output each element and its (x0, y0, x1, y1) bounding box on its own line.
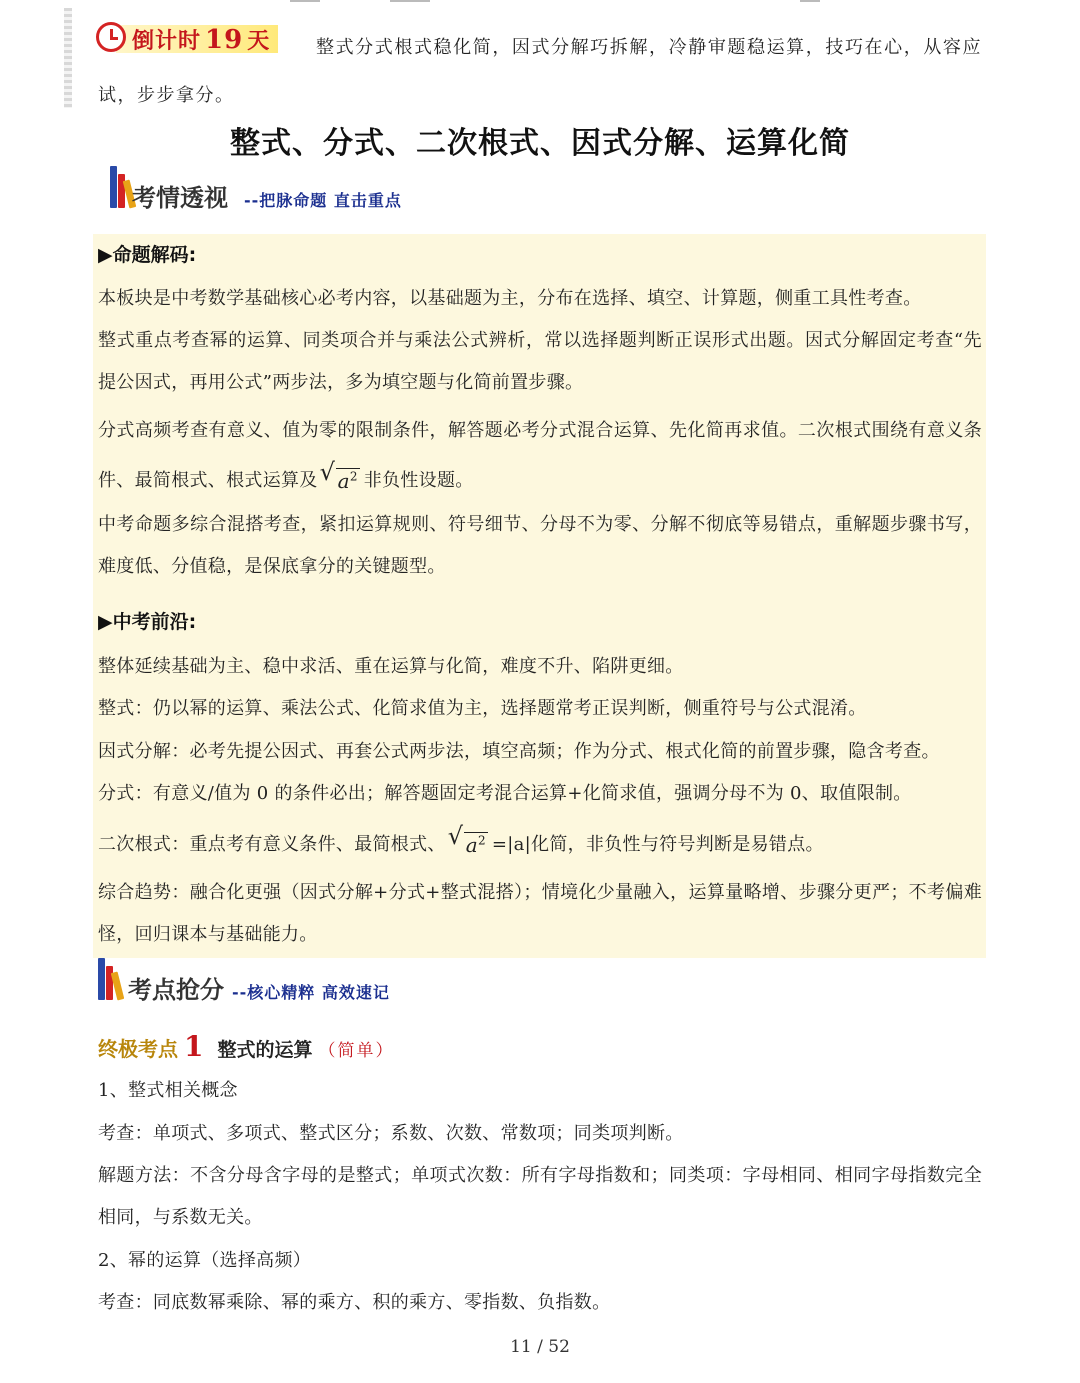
section-title: 考点抢分 (128, 976, 224, 1004)
key-point-prefix: 终极考点 (98, 1037, 178, 1061)
item-1-exam: 考查：单项式、多项式、整式区分；系数、次数、常数项；同类项判断。 (98, 1123, 684, 1144)
decode-paragraph-3 (98, 406, 982, 506)
item-1-method: 解题方法：不含分母含字母的是整式；单项式次数：所有字母指数和；同类项：字母相同、相同字母指数完全相同，与系数无关。 (98, 1165, 982, 1228)
item-2-exam: 考查：同底数幂乘除、幂的乘方、积的乘方、零指数、负指数。 (98, 1292, 611, 1313)
section-header-exam-insight (98, 166, 698, 214)
sqrt-radicand-2: a (465, 833, 478, 857)
frontier-heading: ▶中考前沿: (98, 611, 197, 633)
decode-paragraph-3-tail: 非负性设题。 (363, 470, 474, 491)
frontier-line-5 (98, 824, 982, 866)
frontier-line-6: 综合趋势：融合化更强（因式分解+分式+整式混搭）；情境化少量融入，运算量略增、步骤分更严；不考偏难怪，回归课本与基础能力。 (98, 882, 982, 945)
sqrt-exponent-2: 2 (477, 833, 486, 848)
decode-paragraph-1: 本板块是中考数学基础核心必考内容，以基础题为主，分布在选择、填空、计算题，侧重工具性考查。 (98, 288, 922, 309)
key-point-level: （简单） (318, 1041, 395, 1061)
top-edge-lines (0, 0, 1080, 4)
frontier-line-5-tail: =|a|化简，非负性与符号判断是易错点。 (491, 834, 824, 855)
page-title: 整式、分式、二次根式、因式分解、运算化简 (230, 126, 850, 161)
books-icon (98, 166, 134, 208)
sqrt-radicand: a (337, 469, 350, 493)
frontier-line-1: 整体延续基础为主、稳中求活、重在运算与化简，难度不升、陷阱更细。 (98, 656, 684, 677)
frontier-line-2: 整式：仍以幂的运算、乘法公式、化简求值为主，选择题常考正误判断，侧重符号与公式混淆。 (98, 698, 867, 719)
frontier-line-5-text: 二次根式：重点考有意义条件、最简根式、 (98, 834, 446, 855)
decode-paragraph-3-text: 分式高频考查有意义、值为零的限制条件，解答题必考分式混合运算、先化简再求值。二次根式围绕有意义条件、最简根式、根式运算及 (98, 420, 982, 491)
section-subtitle: --核心精粹 高效速记 (232, 983, 390, 1002)
frontier-line-3: 因式分解：必考先提公因式、再套公式两步法，填空高频；作为分式、根式化简的前置步骤，隐含考查。 (98, 741, 940, 762)
key-point-name: 整式的运算 (217, 1039, 313, 1061)
sqrt-expression-2 (450, 829, 488, 856)
decode-heading: ▶命题解码: (98, 244, 197, 266)
sqrt-expression (322, 465, 360, 492)
countdown-days: 19 (205, 25, 244, 55)
slogan: 整式分式根式稳化简，因式分解巧拆解，冷静审题稳运算，技巧在心，从容应试，步步拿分。 (98, 37, 982, 106)
section-subtitle: --把脉命题 直击重点 (244, 191, 402, 210)
countdown-unit: 天 (247, 28, 271, 54)
item-2-heading: 2、幂的运算（选择高频） (98, 1250, 312, 1271)
decode-paragraph-4: 中考命题多综合混搭考查，紧扣运算规则、符号细节、分母不为零、分解不彻底等易错点，重解题步骤书写，难度低、分值稳，是保底拿分的关键题型。 (98, 514, 982, 577)
frontier-line-4: 分式：有意义/值为 0 的条件必出；解答题固定考混合运算+化简求值，强调分母不为 0、取值限制。 (98, 783, 912, 804)
binding-strip (64, 8, 72, 108)
section-header-key-points (98, 958, 698, 1006)
item-1-heading: 1、整式相关概念 (98, 1080, 238, 1101)
decode-paragraph-2: 整式重点考查幂的运算、同类项合并与乘法公式辨析，常以选择题判断正误形式出题。因式分解固定考查“先提公因式，再用公式”两步法，多为填空题与化简前置步骤。 (98, 330, 982, 393)
key-point-title (98, 1030, 598, 1064)
countdown-label: 倒计时 (132, 28, 202, 54)
section-title: 考情透视 (132, 184, 228, 212)
sqrt-exponent: 2 (349, 469, 358, 484)
key-point-number: 1 (184, 1030, 204, 1063)
page-number: 11 / 52 (510, 1337, 570, 1357)
